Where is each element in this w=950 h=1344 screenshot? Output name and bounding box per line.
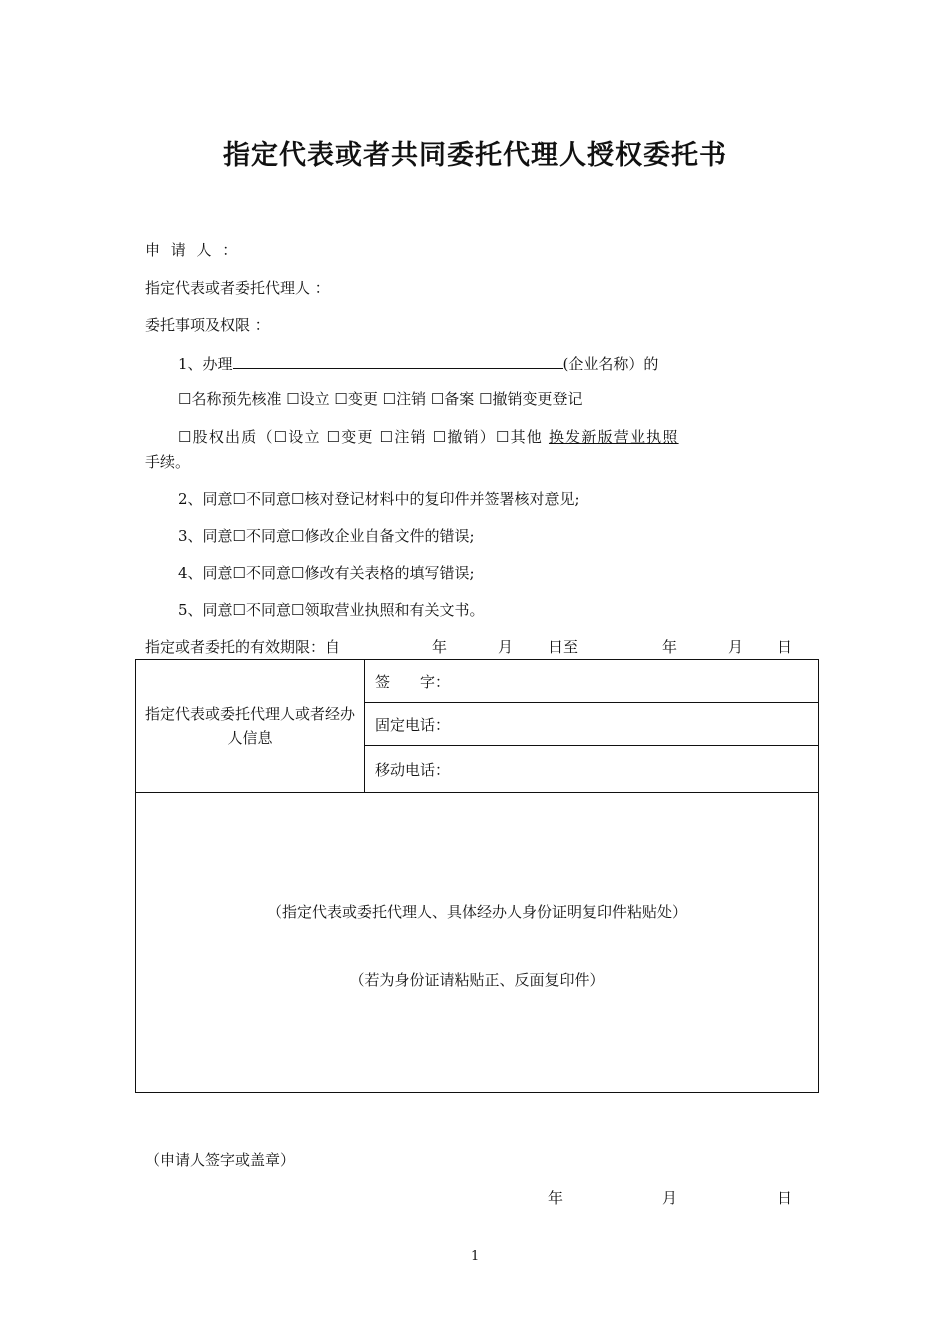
item-5: 5、同意☐不同意☐领取营业执照和有关文书。 — [178, 601, 485, 619]
phone-label: 固定电话： — [375, 715, 451, 734]
scope-label: 委托事项及权限 ： — [145, 316, 270, 334]
paste-note-1: （指定代表或委托代理人、具体经办人身份证明复印件粘贴处） — [266, 903, 687, 921]
info-label: 指定代表或委托代理人或者经办人信息 — [145, 705, 356, 747]
mobile-label: 移动电话： — [375, 760, 451, 779]
id-paste-area — [136, 793, 819, 1093]
other-value: 换发新版营业执照 — [548, 428, 679, 446]
item1-suffix: (企业名称）的 — [562, 355, 659, 373]
document-title: 指定代表或者共同委托代理人授权委托书 — [223, 140, 727, 171]
item-3: 3、同意☐不同意☐修改企业自备文件的错误; — [178, 527, 475, 545]
signature-year: 年 — [548, 1189, 564, 1207]
item1-options-row1[interactable]: ☐名称预先核准 ☐设立 ☐变更 ☐注销 ☐备案 ☐撤销变更登记 — [178, 390, 583, 408]
info-label-cell — [136, 660, 365, 793]
sign-label: 签 字： — [375, 672, 451, 691]
paste-note-2: （若为身份证请粘贴正、反面复印件） — [349, 971, 605, 989]
item-2: 2、同意☐不同意☐核对登记材料中的复印件并签署核对意见; — [178, 490, 580, 508]
item-4: 4、同意☐不同意☐修改有关表格的填写错误; — [178, 564, 475, 582]
signature-month: 月 — [662, 1189, 678, 1207]
validity-year2: 年 — [662, 638, 678, 656]
page-number: 1 — [471, 1249, 480, 1264]
item1-tail: 手续。 — [145, 453, 191, 471]
agent-label: 指定代表或者委托代理人 ： — [145, 279, 330, 297]
phone-cell[interactable] — [365, 703, 819, 746]
company-name-blank[interactable] — [233, 352, 563, 369]
validity-month2: 月 — [728, 638, 744, 656]
sign-cell[interactable] — [365, 660, 819, 703]
item1-line — [178, 352, 658, 374]
validity-month1: 月 — [498, 638, 514, 656]
validity-day-to: 日至 — [548, 638, 579, 656]
signature-day: 日 — [777, 1189, 793, 1207]
item1-options-row2 — [178, 427, 679, 447]
validity-day2: 日 — [777, 638, 793, 656]
validity-label: 指定或者委托的有效期限：自 — [145, 638, 341, 656]
mobile-cell[interactable] — [365, 746, 819, 793]
applicant-label: 申 请 人 ： — [145, 241, 241, 259]
validity-year1: 年 — [432, 638, 448, 656]
item1-prefix: 1、办理 — [178, 355, 233, 373]
agent-info-table — [135, 659, 819, 1093]
signature-label: （申请人签字或盖章） — [145, 1151, 296, 1169]
item1-options-row2-text[interactable]: ☐股权出质（☐设立 ☐变更 ☐注销 ☐撤销）☐其他 — [178, 428, 543, 446]
